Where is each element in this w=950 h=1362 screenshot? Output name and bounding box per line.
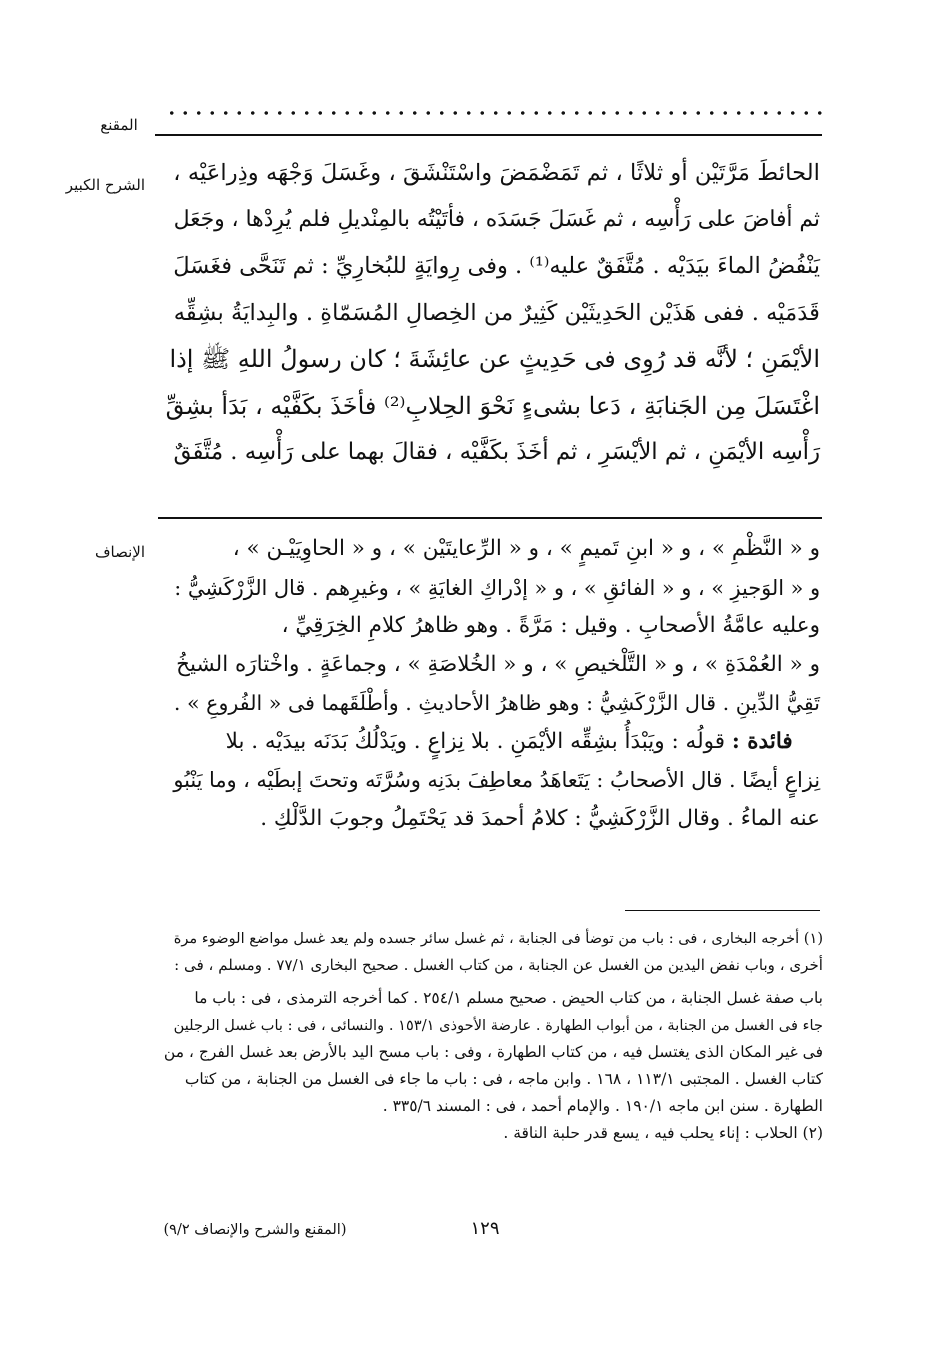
footnote-line: فى غير المكان الذى يغتسل فيه ، من كتاب الطهارة ، وفى : باب مسح اليد بالأرض بعد غسل الفرج ، من bbox=[163, 1043, 823, 1061]
footnote-line: الطهارة . سنن ابن ماجه ١٩٠/١ . والإمام أحمد ، فى : المسند ٣٣٥/٦ . bbox=[382, 1097, 823, 1115]
text-line: عنه الماءُ . وقال الزَّرْكَشِيُّ : كلامُ أحمدَ قد يَحْتَمِلُ وجوبَ الدَّلْكِ . bbox=[260, 805, 820, 831]
footnote-line: كتاب الغسل . المجتبى ١١٣/١ ، ١٦٨ . وابن ماجه ، فى : باب ما جاء فى الغسل من الجنابة ، من كتاب bbox=[184, 1070, 823, 1088]
text-line: وعليه عامَّةُ الأصحابِ . وقيل : مَرَّةً . وهو ظاهرُ كلامِ الخِرَقِيِّ ، bbox=[281, 613, 820, 638]
text-line: يَنْفُضُ الماءَ بيَدَيْه . مُتَّفَقٌ عليه⁽¹⁾ . وفى رِوايَةٍ للبُخارِيِّ : ثم تَنَحَّى فغَسَلَ bbox=[173, 253, 820, 279]
fawaida-label: فائدة : bbox=[731, 728, 793, 754]
footnote-line: (١) أخرجه البخارى ، فى : باب من توضأ فى الجنابة ، ثم غسل سائر جسده ولم يعد غسل مواضع الوضوء مرة bbox=[173, 930, 823, 947]
text-line: تَقِيُّ الدِّينِ . قال الزَّرْكَشِيُّ : وهو ظاهرُ الأحاديثِ . وأطْلَقَهما فى « الفُروعِ » . bbox=[173, 691, 820, 715]
fawaida-text: قولُه : ويَبْدَأُ بشِقِّه الأيْمَنِ . بلا نِزاعٍ . ويَدْلُكُ بَدَنَه بيدَيْه . بلا bbox=[225, 728, 726, 754]
text-line: و « الوَجيزِ » ، و « الفائقِ » ، و « إدْراكِ الغايَةِ » ، وغيرِهم . قال الزَّرْكَشِيُّ : bbox=[174, 575, 820, 600]
footnote-2: (٢) الحلاب : إناء يحلب فيه ، يسع قدر حلبة الناقة . bbox=[503, 1124, 823, 1142]
insaf-text bbox=[160, 530, 820, 838]
text-line: ثم أفاضَ على رَأْسِه ، ثم غَسَلَ جَسَدَه ، فأتَيْتُه بالمِنْديلِ فلم يُرِدْها ، وجَعَل bbox=[173, 206, 820, 232]
section-separator bbox=[158, 517, 822, 519]
header-dotted-line bbox=[165, 108, 830, 118]
header-rule bbox=[155, 134, 822, 136]
fawaida-line bbox=[160, 723, 820, 762]
footnote-line: باب صفة غسل الجنابة ، من كتاب الحيض . صحيح مسلم ٢٥٤/١ . كما أخرجه الترمذى ، فى : باب ما bbox=[194, 989, 823, 1007]
sharh-text bbox=[160, 150, 820, 476]
text-line: رَأْسِه الأيْمَنِ ، ثم الأيْسَرِ ، ثم أخَذَ بكَفَّيْه ، فقالَ بهما على رَأْسِه . مُتَّفَقٌ bbox=[173, 439, 820, 465]
text-line: و « العُمْدَةِ » ، و « التَّلْخيصِ » ، و « الخُلاصَةِ » ، وجماعَةٍ . واخْتارَه الشيخُ bbox=[176, 651, 820, 677]
label-sharh: الشرح الكبير bbox=[65, 176, 145, 194]
label-insaf: الإنصاف bbox=[94, 543, 145, 561]
text-line: و « النَّظْمِ » ، و « ابنِ تَميمٍ » ، و « الرِّعايتَيْن » ، و « الحاوِيَيْـن » ، bbox=[232, 536, 820, 561]
page-number: ١٢٩ bbox=[470, 1218, 500, 1239]
text-line: قَدَمَيْه . ففى هَذَيْن الحَدِيثَيْن كَثِيرٌ من الخِصالِ المُسَمّاةِ . والبِدايَةُ بشِقِّه bbox=[173, 299, 820, 326]
text-line: الحائطَ مَرَّتَيْن أو ثلاثًا ، ثم تَمَضْمَضَ واسْتَنْشَقَ ، وغَسَلَ وَجْهَه وذِراعَيْه ، bbox=[173, 160, 820, 186]
footnote-rule bbox=[625, 910, 820, 911]
text-line: نِزاعٍ أيضًا . قال الأصحابُ : يَتَعاهَدُ معاطِفَ بدَنِه وسُرَّتَه وتحتَ إبطَيْه ، وما يَنْبُو bbox=[173, 768, 820, 792]
footnote-line: جاء فى الغسل من الجنابة ، من أبواب الطهارة . عارضة الأحوذى ١٥٣/١ . والنسائى ، فى : باب غسل الرجلين bbox=[173, 1017, 823, 1034]
text-line: اغْتَسَلَ مِن الجَنابَةِ ، دَعا بشىءٍ نَحْوَ الحِلابِ⁽²⁾ فأخَذَ بكَفَّيْه ، بَدَأ بشِقِّ bbox=[165, 391, 820, 420]
header-book-label: المقنع bbox=[100, 116, 138, 134]
footnote-line: أخرى ، وباب نفض اليدين من الغسل عن الجنابة ، من كتاب الغسل . صحيح البخارى ٧٧/١ . ومسلم ، فى : bbox=[174, 956, 823, 974]
footnotes bbox=[160, 925, 823, 1147]
text-line: الأيْمَنِ ؛ لأنَّه قد رُوِى فى حَدِيثٍ عن عائِشَةَ ؛ كان رسولُ اللهِ ﷺ إذا bbox=[169, 345, 820, 373]
footer-book-title: (المقنع والشرح والإنصاف ٩/٢) bbox=[163, 1222, 347, 1238]
